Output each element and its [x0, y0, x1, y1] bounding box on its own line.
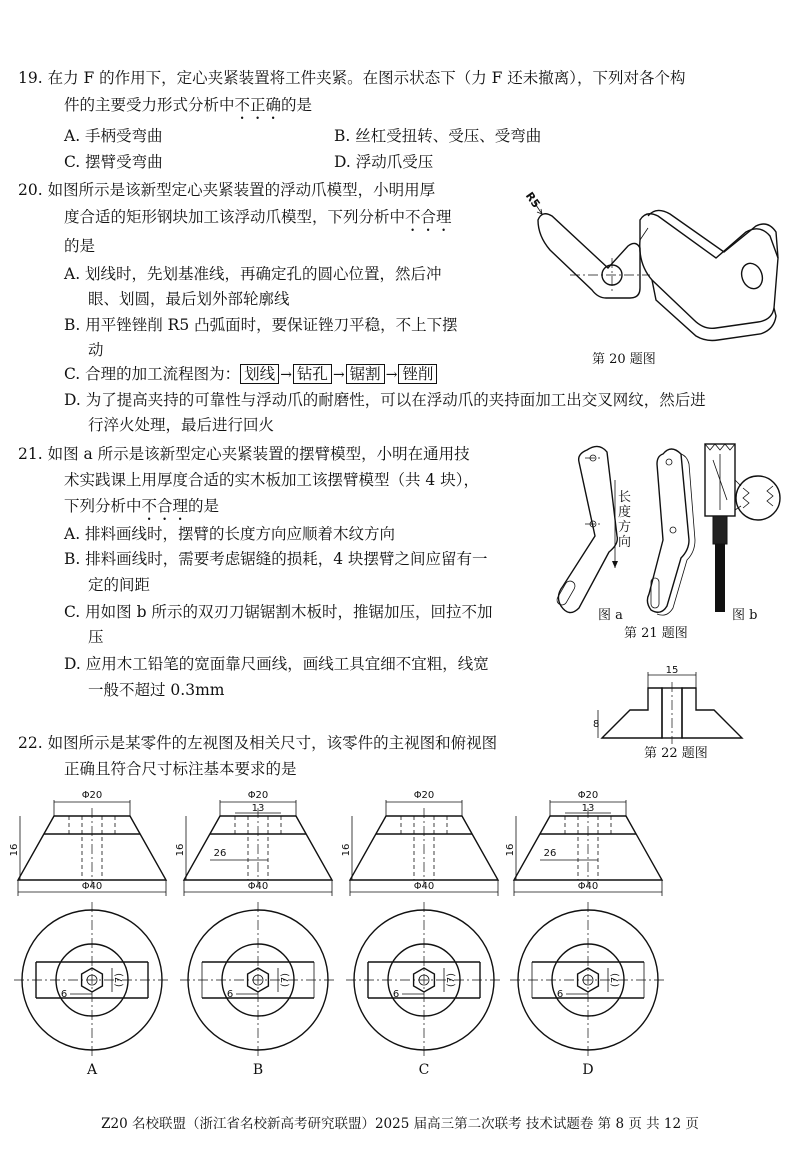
page-footer: Z20 名校联盟（浙江省名校新高考研究联盟）2025 届高三第二次联考 技术试题卷 第 8 页 共 12 页 [101, 1116, 699, 1132]
q21-option-d-line2[interactable]: 一般不超过 0.3mm [88, 681, 225, 699]
q20-stem-line3: 的是 [64, 237, 96, 255]
q21-stem-line2: 术实践课上用厚度合适的实木板加工该摆臂模型（共 4 块）， [64, 471, 479, 489]
saw-handle-icon [715, 544, 725, 612]
option-label: A [86, 1062, 98, 1078]
dim-height: 16 [175, 843, 186, 857]
q20-option-d-line2[interactable]: 行淬火处理，最后进行回火 [88, 416, 275, 434]
dim-6: 6 [226, 989, 234, 1000]
q20-figure-caption: 第 20 题图 [592, 352, 656, 367]
q20-option-d-line1[interactable]: D. 为了提高夹持的可靠性与浮动爪的耐磨性，可以在浮动爪的夹持面加工出交叉网纹，然后进 [64, 391, 706, 409]
claw-plan-outline [538, 214, 640, 298]
q19-stem-end: 的是 [281, 96, 313, 114]
q20-emphasis: 不合理 [405, 208, 452, 226]
q21-emphasis: 不合理 [141, 497, 189, 515]
dim-7: (7) [280, 972, 291, 988]
swing-arm-a-outline [558, 446, 617, 612]
dim-top-diameter: Φ20 [247, 790, 269, 801]
q21-option-a[interactable]: A. 排料画线时，摆臂的长度方向应顺着木纹方向 [64, 525, 396, 543]
dim-inner-width: 13 [581, 803, 595, 814]
floating-claw-figure [520, 180, 790, 350]
fig-b-label: 图 b [732, 608, 758, 623]
q20-option-a-line2[interactable]: 眼、划圆，最后划外部轮廓线 [88, 290, 290, 308]
dim-top-diameter: Φ20 [81, 790, 103, 801]
dim-height: 16 [9, 843, 20, 857]
dim-bottom-diameter: Φ40 [413, 881, 435, 892]
q22-figure-caption: 第 22 题图 [644, 746, 708, 761]
q19-stem-line1: 19. 在力 F 的作用下，定心夹紧装置将工件夹紧。在图示状态下（力 F 还未撤离），下列对各个构 [18, 69, 686, 87]
claw-3d-outline [640, 214, 778, 329]
r5-label: R5 [522, 189, 543, 211]
dim-bottom-diameter: Φ40 [247, 881, 269, 892]
q20-option-c[interactable] [64, 362, 437, 384]
dim-bottom-diameter: Φ40 [81, 881, 103, 892]
option-label: C [418, 1062, 430, 1078]
flow-step-4: 锉削 [398, 364, 437, 384]
dim-top-diameter: Φ20 [413, 790, 435, 801]
flow-step-3: 锯割 [346, 364, 385, 384]
q22-option-a-drawing[interactable] [9, 780, 172, 1080]
dim-inner-width: 13 [251, 803, 265, 814]
q20-stem-line2 [64, 205, 452, 235]
left-view-dim-15: 15 [665, 665, 679, 676]
q22-option-c-drawing[interactable] [341, 780, 504, 1080]
q19-option-a[interactable]: A. 手柄受弯曲 [64, 127, 163, 145]
q20-option-b-line1[interactable]: B. 用平锉锉削 R5 凸弧面时，要保证锉刀平稳，不上下摆 [64, 316, 458, 334]
q21-stem-line3 [64, 494, 219, 524]
q19-stem-line2 [64, 93, 312, 123]
flow-step-1: 划线 [240, 364, 279, 384]
q20-stem-line1: 20. 如图所示是该新型定心夹紧装置的浮动爪模型，小明用厚 [18, 181, 436, 199]
dim-mid-width: 26 [543, 848, 557, 859]
dim-height: 16 [505, 843, 516, 857]
dim-7: (7) [610, 972, 621, 988]
flow-arrow-icon: → [332, 367, 345, 383]
q21-stem-text: 下列分析中 [64, 497, 142, 515]
option-label: B [252, 1062, 264, 1078]
q20-option-a-line1[interactable]: A. 划线时，先划基准线，再确定孔的圆心位置，然后冲 [64, 265, 442, 283]
q21-option-d-line1[interactable]: D. 应用木工铅笔的宽面靠尺画线，画线工具宜细不宜粗，线宽 [64, 655, 489, 673]
option-label: D [582, 1062, 594, 1078]
q22-option-b-drawing[interactable] [175, 780, 338, 1080]
q20-option-c-text: C. 合理的加工流程图为： [64, 365, 241, 383]
q19-option-d[interactable]: D. 浮动爪受压 [334, 153, 434, 171]
q19-emphasis: 不正确 [234, 96, 282, 114]
left-view-dim-8: 8 [593, 719, 600, 730]
q20-option-b-line2[interactable]: 动 [88, 341, 104, 359]
dim-6: 6 [556, 989, 564, 1000]
flow-arrow-icon: → [280, 367, 292, 383]
q20-stem-text: 度合适的矩形钢块加工该浮动爪模型，下列分析中 [64, 208, 406, 226]
q21-option-c-line1[interactable]: C. 用如图 b 所示的双刃刀锯锯割木板时，推锯加压，回拉不加 [64, 603, 493, 621]
q22-option-d-drawing[interactable] [505, 780, 668, 1080]
swing-arm-figure [555, 440, 785, 620]
q21-option-b-line1[interactable]: B. 排料画线时，需要考虑锯缝的损耗，4 块摆臂之间应留有一 [64, 550, 488, 568]
q22-stem-line1: 22. 如图所示是某零件的左视图及相关尺寸，该零件的主视图和俯视图 [18, 734, 498, 752]
q19-stem-text: 件的主要受力形式分析中 [64, 96, 235, 114]
q21-stem-end: 的是 [188, 497, 220, 515]
q21-option-b-line2[interactable]: 定的间距 [88, 576, 151, 594]
swing-arm-3d-outline [647, 449, 689, 612]
left-view-figure [590, 660, 770, 750]
claw-3d-hole-icon [738, 260, 766, 291]
q19-option-b[interactable]: B. 丝杠受扭转、受压、受弯曲 [334, 127, 542, 145]
dim-height: 16 [341, 843, 352, 857]
q22-stem-line2: 正确且符合尺寸标注基本要求的是 [64, 760, 297, 778]
fig-a-label: 图 a [598, 608, 623, 623]
q19-option-c[interactable]: C. 摆臂受弯曲 [64, 153, 163, 171]
dim-6: 6 [60, 989, 68, 1000]
q21-figure-caption: 第 21 题图 [624, 626, 688, 641]
flow-step-2: 钻孔 [293, 364, 332, 384]
dim-6: 6 [392, 989, 400, 1000]
dim-7: (7) [114, 972, 125, 988]
dim-bottom-diameter: Φ40 [577, 881, 599, 892]
dim-mid-width: 26 [213, 848, 227, 859]
q21-stem-line1: 21. 如图 a 所示是该新型定心夹紧装置的摆臂模型，小明在通用技 [18, 445, 470, 463]
dim-top-diameter: Φ20 [577, 790, 599, 801]
length-direction-label: 长度方向 [618, 490, 632, 550]
flow-arrow-icon: → [385, 367, 398, 383]
dim-7: (7) [446, 972, 457, 988]
q21-option-c-line2[interactable]: 压 [88, 628, 104, 646]
